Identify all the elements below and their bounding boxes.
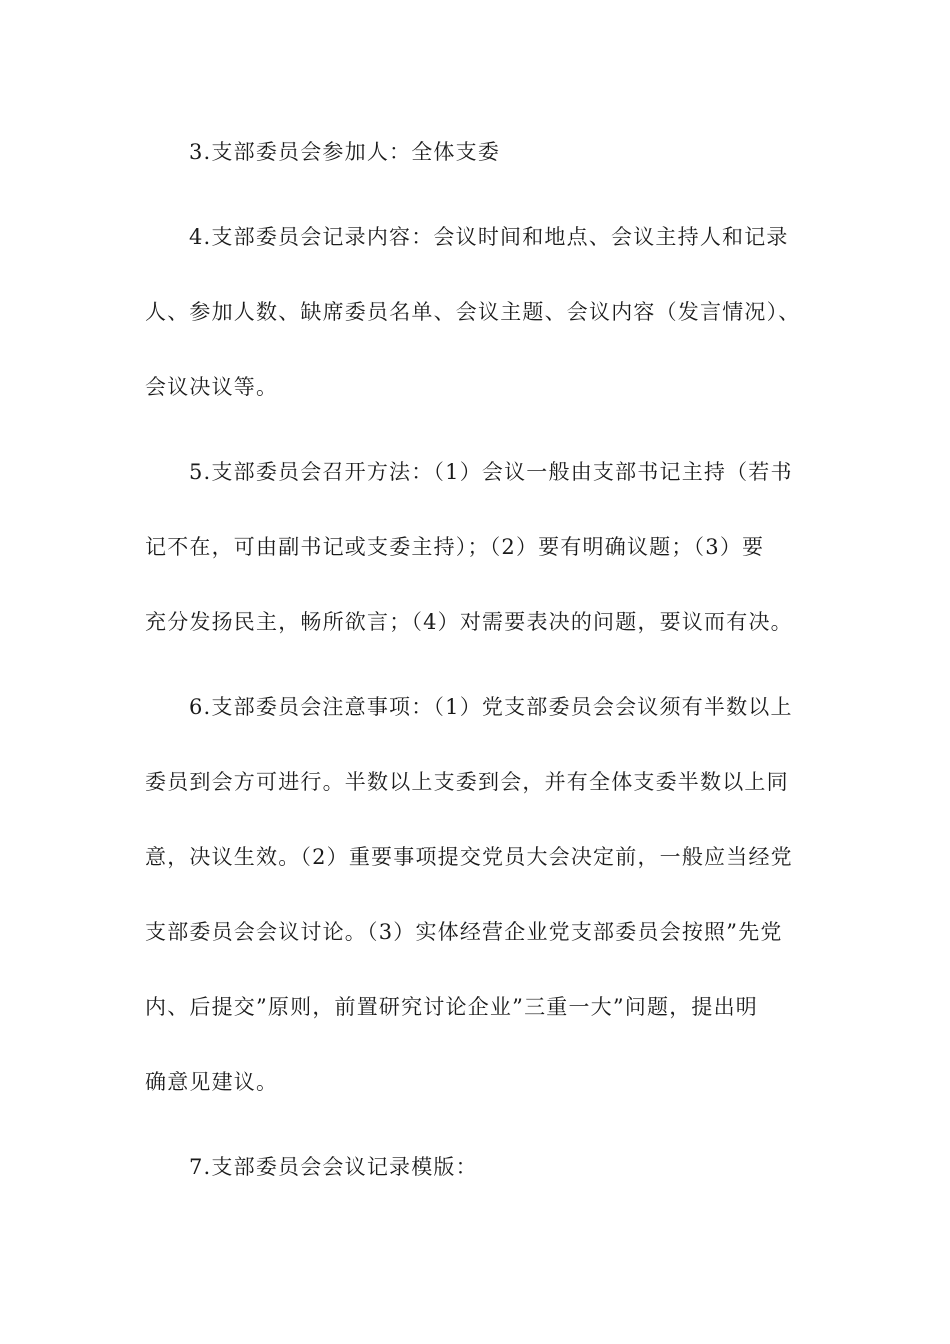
paragraph-6-line-1: 6.支部委员会注意事项：（1）党支部委员会会议须有半数以上 (189, 695, 793, 719)
paragraph-4-line-2: 人、参加人数、缺席委员名单、会议主题、会议内容（发言情况）、 (145, 300, 801, 324)
paragraph-6-line-4: 支部委员会会议讨论。（3）实体经营企业党支部委员会按照”先党 (145, 920, 783, 944)
paragraph-5-line-3: 充分发扬民主，畅所欲言；（4）对需要表决的问题，要议而有决。 (145, 610, 793, 634)
paragraph-6-line-2: 委员到会方可进行。半数以上支委到会，并有全体支委半数以上同 (145, 770, 789, 794)
paragraph-6-line-3: 意，决议生效。（2）重要事项提交党员大会决定前，一般应当经党 (145, 845, 793, 869)
paragraph-7-line-1: 7.支部委员会会议记录模版： (189, 1155, 478, 1179)
paragraph-4-line-3: 会议决议等。 (145, 375, 279, 399)
paragraph-6-line-5: 内、后提交”原则，前置研究讨论企业”三重一大”问题，提出明 (145, 995, 759, 1019)
paragraph-5-line-2: 记不在，可由副书记或支委主持）；（2）要有明确议题；（3）要 (145, 535, 765, 559)
paragraph-3-line-1: 3.支部委员会参加人：全体支委 (189, 140, 501, 164)
paragraph-4-line-1: 4.支部委员会记录内容：会议时间和地点、会议主持人和记录 (189, 225, 789, 249)
paragraph-5-line-1: 5.支部委员会召开方法：（1）会议一般由支部书记主持（若书 (189, 460, 793, 484)
paragraph-6-line-6: 确意见建议。 (145, 1070, 279, 1094)
